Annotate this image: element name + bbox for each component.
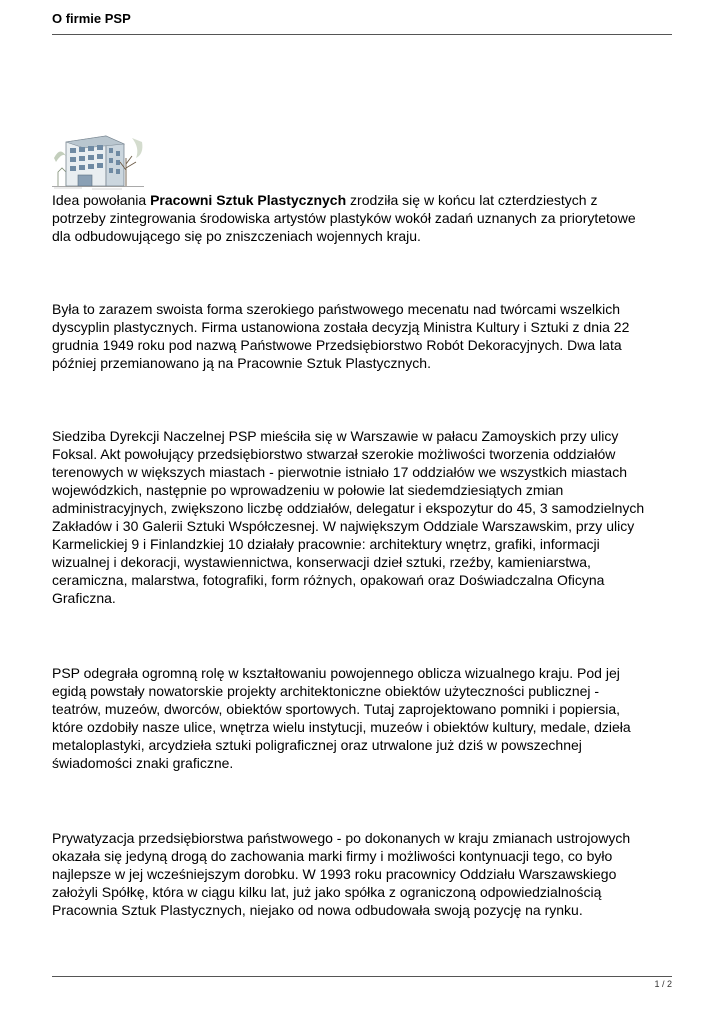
paragraph-intro: [52, 191, 677, 245]
page-title: O firmie PSP: [52, 11, 131, 26]
footer-divider: [52, 976, 672, 977]
intro-rest-text: zrodziła się w końcu lat czterdziestych z potrzeby zintegrowania środowiska artystów plastyków wokół zadań uznanych za priorytetowe dla odbudowującego się po zniszczeniach wojennych kraju.: [52, 192, 636, 244]
paragraph-patronage: Była to zarazem swoista forma szerokiego państwowego mecenatu nad twórcami wszelkich dyscyplin plastycznych. Firma ustanowiona została decyzją Ministra Kultury i Sztuki z dnia 22 grudnia 1949 roku pod nazwą Państwowe Przedsiębiorstwo Robót Dekoracyjnych. Dwa lata później przemianowano ją na Pracownie Sztuk Plastycznych.: [52, 301, 630, 371]
paragraph-role: PSP odegrała ogromną rolę w kształtowaniu powojennego oblicza wizualnego kraju. Pod jej egidą powstały nowatorskie projekty architektoniczne obiektów użyteczności publicznej - teatrów, muzeów, dworców, obiektów sportowych. Tutaj zaprojektowano pomniki i popiersia, które ozdobiły nasze ulice, wnętrza wielu instytucji, muzeów i obiektów kultury, medale, dzieła metaloplastyki, arcydzieła sztuki poligraficznej oraz utrwalone już dziś w powszechnej świadomości znaki graficzne.: [52, 665, 631, 771]
intro-text: Idea powołania: [52, 192, 151, 208]
page-number: 1 / 2: [654, 979, 672, 989]
company-name-bold: Pracowni Sztuk Plastycznych: [150, 192, 347, 208]
header-divider: [52, 34, 672, 35]
building-illustration-image: [52, 128, 144, 190]
paragraph-headquarters: Siedziba Dyrekcji Naczelnej PSP mieściła się w Warszawie w pałacu Zamoyskich przy ulicy Foksal. Akt powołujący przedsiębiorstwo stwarzał szerokie możliwości tworzenia oddziałów terenowych w większych miastach - pierwotnie istniało 17 oddziałów we wszystkich miastach wojewódzkich, następnie po wprowadzeniu w połowie lat siedemdziesiątych zmian administracyjnych, zwiększono liczbę oddziałów, delegatur i ekspozytur do 45, 3 samodzielnych Zakładów i 30 Galerii Sztuki Współczesnej. W największym Oddziale Warszawskim, przy ulicy Karmelickiej 9 i Finlandzkiej 10 działały pracownie: architektury wnętrz, grafiki, informacji wizualnej i dekoracji, wystawiennictwa, konserwacji dzieł sztuki, rzeźby, kamieniarstwa, ceramiczna, malarstwa, fotografiki, form różnych, opakowań oraz Doświadczalna Oficyna Graficzna.: [52, 428, 645, 606]
paragraph-privatization: Prywatyzacja przedsiębiorstwa państwowego - po dokonanych w kraju zmianach ustrojowych okazała się jedyną drogą do zachowania marki firmy i możliwości kontynuacji tego, co było najlepsze w jej wcześniejszym dorobku. W 1993 roku pracownicy Oddziału Warszawskiego założyli Spółkę, która w ciągu kilku lat, już jako spółka z ograniczoną odpowiedzialnością Pracownia Sztuk Plastycznych, niejako od nowa odbudowała swoją pozycję na rynku.: [52, 830, 631, 918]
